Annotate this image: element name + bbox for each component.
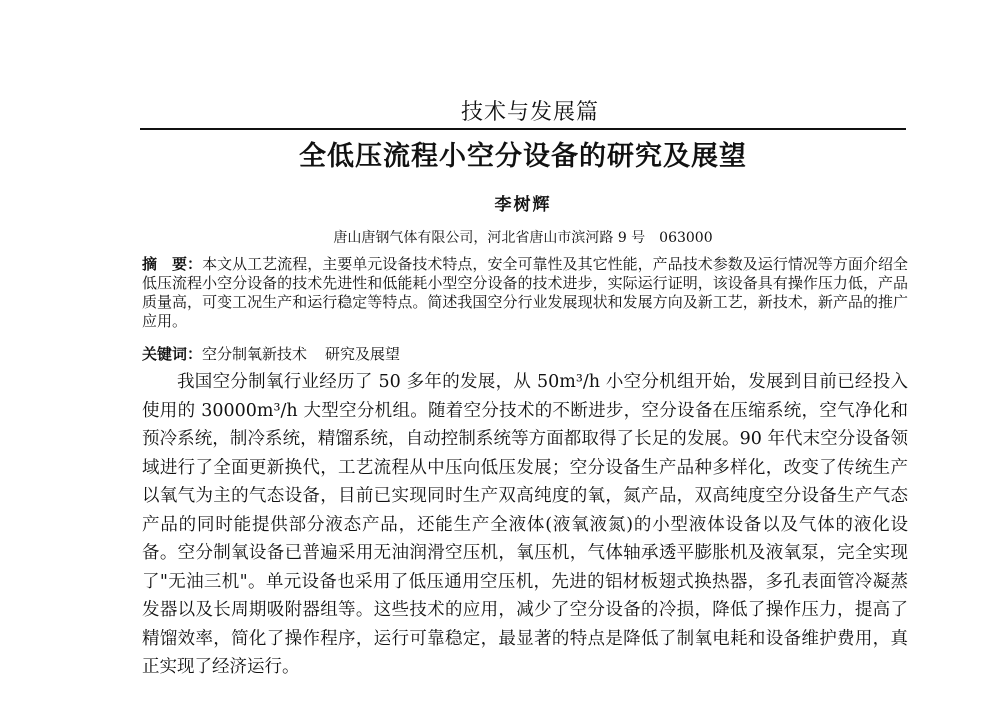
body-paragraph: 我国空分制氧行业经历了 50 多年的发展，从 50m³/h 小空分机组开始，发展到目前已经投入使用的 30000m³/h 大型空分机组。随着空分技术的不断进步，空分设备在压缩系统，空气净化和预冷系统，制冷系统，精馏系统，自动控制系统等方面都取得了长足的发展。90 年代末空分设备领域进行了全面更新换代，工艺流程从中压向低压发展；空分设备生产品种多样化，改变了传统生产以氧气为主的气态设备，目前已实现同时生产双高纯度的氧，氮产品，双高纯度空分设备生产气态产品的同时能提供部分液态产品，还能生产全液体(液氧液氮)的小型液体设备以及气体的液化设备。空分制氧设备已普遍采用无油润滑空压机，氧压机，气体轴承透平膨胀机及液氧泵，完全实现了"无油三机"。单元设备也采用了低压通用空压机，先进的铝材板翅式换热器，多孔表面管冷凝蒸发器以及长周期吸附器组等。这些技术的应用，减少了空分设备的冷损，降低了操作压力，提高了精馏效率，简化了操作程序，运行可靠稳定，最显著的特点是降低了制氧电耗和设备维护费用，真正实现了经济运行。 <box>142 372 908 677</box>
abstract-label: 摘 要： <box>142 255 203 273</box>
keywords <box>142 344 908 364</box>
author-affiliation: 唐山唐钢气体有限公司，河北省唐山市滨河路 9 号 063000 <box>333 230 713 246</box>
keyword-item: 研究及展望 <box>325 345 401 363</box>
abstract-text: 本文从工艺流程，主要单元设备技术特点，安全可靠性及其它性能，产品技术参数及运行情况等方面介绍全低压流程小空分设备的技术先进性和低能耗小型空分设备的技术进步，实际运行证明，该设备具有操作压力低，产品质量高，可变工况生产和运行稳定等特点。简述我国空分行业发展现状和发展方向及新工艺，新技术，新产品的推广应用。 <box>142 255 908 330</box>
keyword-item: 空分制氧新技术 <box>202 345 308 363</box>
keywords-label: 关键词： <box>142 345 203 363</box>
section-header: 技术与发展篇 <box>460 100 599 125</box>
author-name: 李树辉 <box>494 195 552 215</box>
header-rule <box>140 128 906 130</box>
abstract <box>142 255 908 331</box>
paper-title: 全低压流程小空分设备的研究及展望 <box>299 141 747 172</box>
